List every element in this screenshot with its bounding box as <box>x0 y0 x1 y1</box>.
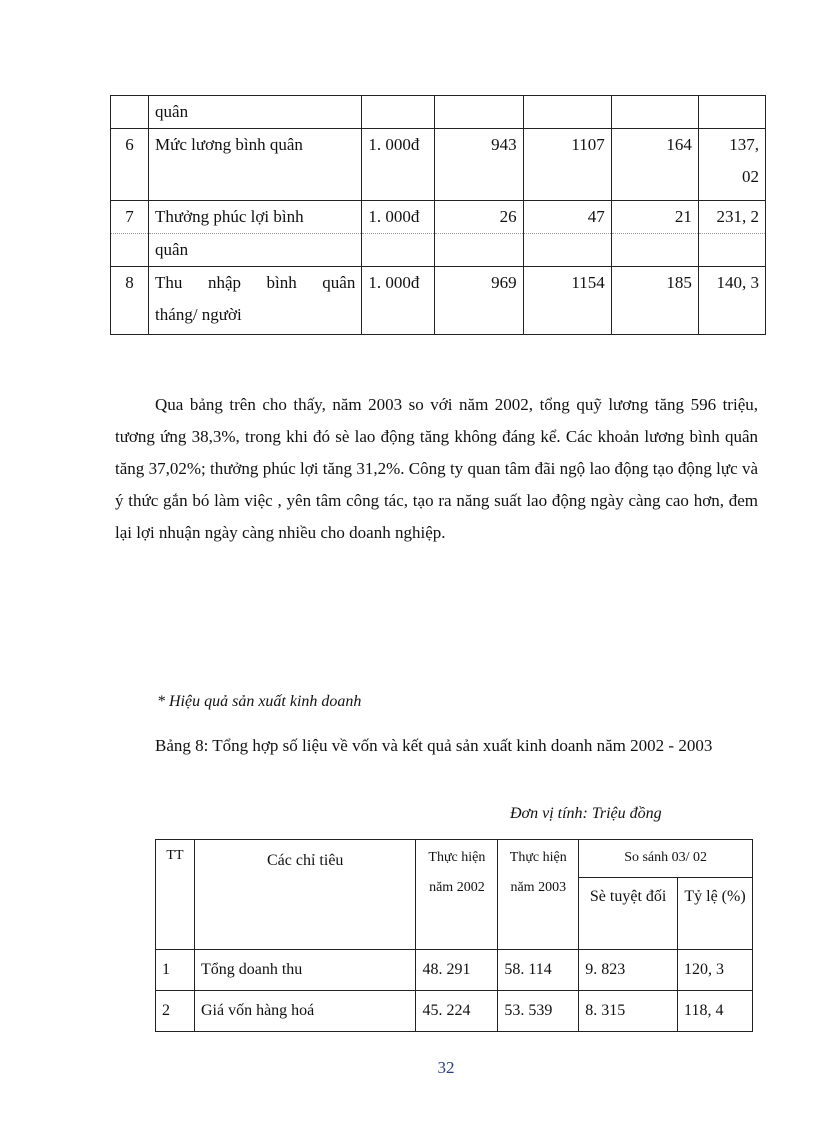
header-2002: Thực hiện năm 2002 <box>416 840 498 950</box>
header-2003: Thực hiện năm 2003 <box>498 840 579 950</box>
row-label: Thu nhập bình quân tháng/ người <box>149 267 362 335</box>
row-unit: 1. 000đ <box>362 201 435 234</box>
section-heading: * Hiệu quả sản xuất kinh doanh <box>157 693 362 710</box>
row-criteria: Giá vốn hàng hoá <box>194 991 416 1032</box>
row-value-2002: 48. 291 <box>416 950 498 991</box>
header-tt: TT <box>156 840 195 950</box>
row-number: 1 <box>156 950 195 991</box>
row-value-2003: 47 <box>523 201 611 234</box>
row-unit: 1. 000đ <box>362 129 435 201</box>
row-difference: 164 <box>611 129 698 201</box>
row-number: 7 <box>111 201 149 234</box>
table-row <box>156 950 753 991</box>
row-value-2003: 58. 114 <box>498 950 579 991</box>
page-number: 32 <box>437 1058 455 1077</box>
row-percent: 140, 3 <box>698 267 765 335</box>
row-number: 8 <box>111 267 149 335</box>
row-value-2003: 1107 <box>523 129 611 201</box>
row-number: 2 <box>156 991 195 1032</box>
table-caption: Bảng 8: Tổng hợp số liệu về vốn và kết quả sản xuất kinh doanh năm 2002 - 2003 <box>155 736 713 755</box>
table-row <box>111 201 766 234</box>
row-difference: 185 <box>611 267 698 335</box>
row-percent: 231, 2 <box>698 201 765 234</box>
header-criteria: Các chỉ tiêu <box>194 840 416 950</box>
table-row <box>111 267 766 335</box>
row-number: 6 <box>111 129 149 201</box>
row-value-2002: 943 <box>435 129 523 201</box>
salary-table <box>110 95 766 335</box>
row-value-2002: 969 <box>435 267 523 335</box>
row-criteria: Tổng doanh thu <box>194 950 416 991</box>
table-row <box>111 129 766 201</box>
row-absolute: 9. 823 <box>579 950 678 991</box>
header-compare: So sánh 03/ 02 <box>579 840 753 878</box>
row-label: quân <box>149 234 362 267</box>
row-percent: 137, 02 <box>698 129 765 201</box>
row-ratio: 120, 3 <box>678 950 753 991</box>
table-row <box>111 96 766 129</box>
table-header-row <box>156 840 753 878</box>
row-label: quân <box>149 96 362 129</box>
table-row <box>111 234 766 267</box>
row-unit: 1. 000đ <box>362 267 435 335</box>
row-label: Thưởng phúc lợi bình <box>149 201 362 234</box>
analysis-paragraph: Qua bảng trên cho thấy, năm 2003 so với năm 2002, tổng quỹ lương tăng 596 triệu, tương ứng 38,3%, trong khi đó sè lao động tăng không đáng kể. Các khoản lương bình quân tăng 37,02%; thưởng phúc lợi tăng 31,2%. Công ty quan tâm đãi ngộ lao động tạo động lực và ý thức gắn bó làm việc , yên tâm công tác, tạo ra năng suất lao động ngày càng cao hơn, đem lại lợi nhuận ngày càng nhiều cho doanh nghiệp. <box>115 395 758 542</box>
row-ratio: 118, 4 <box>678 991 753 1032</box>
row-absolute: 8. 315 <box>579 991 678 1032</box>
row-value-2002: 45. 224 <box>416 991 498 1032</box>
unit-note: Đơn vị tính: Triệu đồng <box>510 805 662 822</box>
header-absolute: Sè tuyệt đối <box>579 878 678 950</box>
header-ratio: Tỷ lệ (%) <box>678 878 753 950</box>
row-difference: 21 <box>611 201 698 234</box>
row-label: Mức lương bình quân <box>149 129 362 201</box>
table-row <box>156 991 753 1032</box>
row-value-2002: 26 <box>435 201 523 234</box>
business-results-table <box>155 839 753 1032</box>
row-value-2003: 53. 539 <box>498 991 579 1032</box>
row-value-2003: 1154 <box>523 267 611 335</box>
